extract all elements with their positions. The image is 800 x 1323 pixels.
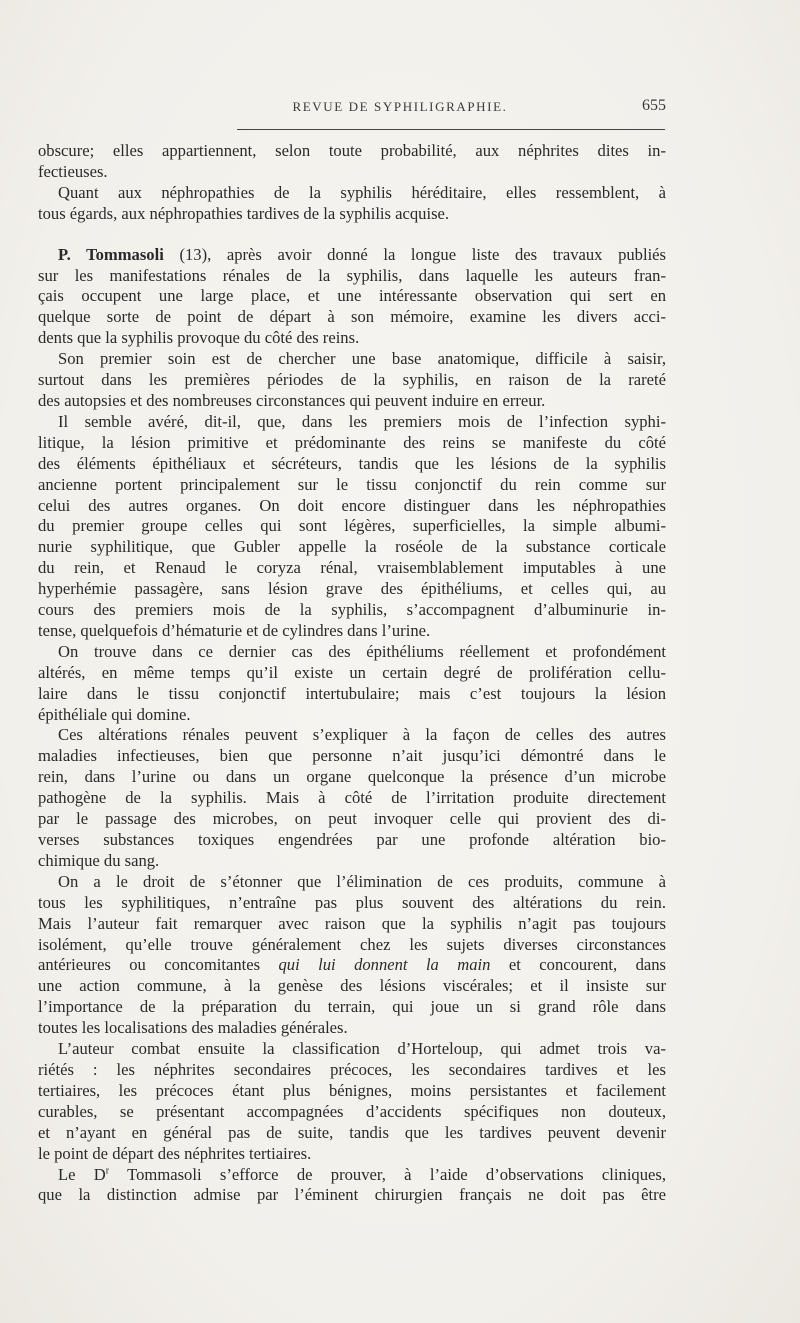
text-line: verses substances toxiques engendrées par une profonde altération bio- bbox=[38, 830, 666, 849]
paragraph-gap bbox=[38, 225, 666, 245]
text-line: maladies infectieuses, bien que personne n’ait jusqu’ici démontré dans le bbox=[38, 746, 666, 766]
text-line: du rein, et Renaud le coryza rénal, vraisemblablement imputables à une bbox=[38, 558, 666, 578]
text-line: par le passage des microbes, on peut invoquer celle qui provient des di- bbox=[38, 809, 666, 829]
text-line: le point de départ des néphrites tertiaires. bbox=[38, 1143, 312, 1163]
header-rule bbox=[237, 129, 665, 130]
text-line: tous les syphilitiques, n’entraîne pas plus souvent des altérations du rein. bbox=[38, 892, 666, 912]
text-span: Tommasoli s’efforce de prouver, à l’aide d’observations cliniques, bbox=[109, 1164, 666, 1184]
text-line: chimique du sang. bbox=[38, 850, 160, 870]
text-span: antérieures ou concomitantes bbox=[38, 955, 279, 975]
text-line bbox=[38, 245, 666, 266]
text-line: des éléments épithéliaux et sécréteurs, tandis que les lésions de la syphilis bbox=[38, 453, 666, 473]
running-title: REVUE DE SYPHILIGRAPHIE. bbox=[292, 99, 508, 114]
text-line: cours des premiers mois de la syphilis, s’accompagnent d’albuminurie in- bbox=[38, 600, 666, 620]
text-line: une action commune, à la genèse des lésions viscérales; et il insiste sur bbox=[38, 976, 666, 996]
superscript: r bbox=[105, 1164, 110, 1176]
text-line: fectieuses. bbox=[38, 161, 108, 181]
text-line: dents que la syphilis provoque du côté des reins. bbox=[38, 328, 360, 348]
text-line: laire dans le tissu conjonctif intertubulaire; mais c’est toujours la lésion bbox=[38, 683, 666, 703]
text-line: On trouve dans ce dernier cas des épithéliums réellement et profondément bbox=[58, 641, 666, 661]
text-line: nurie syphilitique, que Gubler appelle la roséole de la substance corticale bbox=[38, 537, 666, 557]
text-line: des autopsies et des nombreuses circonstances qui peuvent induire en erreur. bbox=[38, 390, 546, 410]
text-line: Son premier soin est de chercher une base anatomique, difficile à saisir, bbox=[58, 349, 666, 369]
text-line bbox=[38, 1165, 666, 1186]
text-line: l’importance de la préparation du terrain, qui joue un si grand rôle dans bbox=[38, 997, 666, 1017]
text-line: ancienne portent principalement sur le tissu conjonctif du rein comme sur bbox=[38, 474, 666, 494]
text-line: celui des autres organes. On doit encore distinguer dans les néphropathies bbox=[38, 495, 666, 515]
text-line: On a le droit de s’étonner que l’élimination de ces produits, commune à bbox=[58, 871, 666, 891]
text-line: curables, se présentant accompagnées d’accidents spécifiques non douteux, bbox=[38, 1101, 666, 1121]
text-line: Il semble avéré, dit-il, que, dans les premiers mois de l’infection syphi- bbox=[58, 411, 666, 431]
text-line: litique, la lésion primitive et prédominante des reins se manifeste du côté bbox=[38, 432, 666, 452]
text-line bbox=[38, 955, 666, 976]
text-line: obscure; elles appartiennent, selon toute probabilité, aux néphrites dites in- bbox=[38, 141, 666, 160]
page-number: 655 bbox=[642, 97, 666, 114]
text-line: surtout dans les premières périodes de la syphilis, en raison de la rareté bbox=[38, 370, 666, 390]
text-line: altérés, en même temps qu’il existe un certain degré de prolifération cellu- bbox=[38, 662, 666, 682]
text-line: çais occupent une large place, et une intéressante observation qui sert en bbox=[38, 286, 666, 306]
body-text bbox=[38, 141, 666, 1206]
page-header bbox=[0, 97, 800, 121]
text-span: (13), après avoir donné la longue liste des travaux publiés bbox=[163, 244, 666, 264]
text-line: riétés : les néphrites secondaires précoces, les secondaires tardives et les bbox=[38, 1059, 666, 1079]
text-line: Mais l’auteur fait remarquer avec raison que la syphilis n’agit pas toujours bbox=[38, 913, 666, 933]
text-span: et concourent, dans bbox=[490, 955, 667, 975]
text-line: hyperhémie passagère, sans lésion grave des épithéliums, et celles qui, au bbox=[38, 579, 666, 599]
text-line: du premier groupe celles qui sont légères, superficielles, la simple albumi- bbox=[38, 516, 666, 536]
text-line: épithéliale qui domine. bbox=[38, 704, 191, 724]
text-line: tertiaires, les précoces étant plus bénignes, moins persistantes et facilement bbox=[38, 1080, 666, 1100]
text-line: tense, quelquefois d’hématurie et de cylindres dans l’urine. bbox=[38, 620, 431, 640]
text-line: Quant aux néphropathies de la syphilis héréditaire, elles ressemblent, à bbox=[58, 182, 666, 202]
text-line: tous égards, aux néphropathies tardives de la syphilis acquise. bbox=[38, 203, 450, 223]
text-line: et n’ayant en général pas de suite, tandis que les tardives peuvent devenir bbox=[38, 1122, 666, 1142]
text-line: pathogène de la syphilis. Mais à côté de l’irritation produite directement bbox=[38, 788, 666, 808]
text-line: quelque sorte de point de départ à son mémoire, examine les divers acci- bbox=[38, 307, 666, 327]
text-span: Le D bbox=[58, 1164, 106, 1184]
author-name: P. Tommasoli bbox=[58, 244, 164, 264]
text-line: Ces altérations rénales peuvent s’expliquer à la façon de celles des autres bbox=[58, 725, 666, 745]
text-line: toutes les localisations des maladies générales. bbox=[38, 1018, 348, 1038]
text-line: L’auteur combat ensuite la classification d’Horteloup, qui admet trois va- bbox=[58, 1039, 666, 1059]
text-line: isolément, qu’elle trouve généralement chez les sujets diverses circonstances bbox=[38, 934, 666, 954]
text-line: sur les manifestations rénales de la syphilis, dans laquelle les auteurs fran- bbox=[38, 265, 666, 285]
italic-phrase: qui lui donnent la main bbox=[278, 955, 491, 975]
text-line: rein, dans l’urine ou dans un organe quelconque la présence d’un microbe bbox=[38, 767, 666, 787]
text-line: que la distinction admise par l’éminent chirurgien français ne doit pas être bbox=[38, 1185, 666, 1205]
